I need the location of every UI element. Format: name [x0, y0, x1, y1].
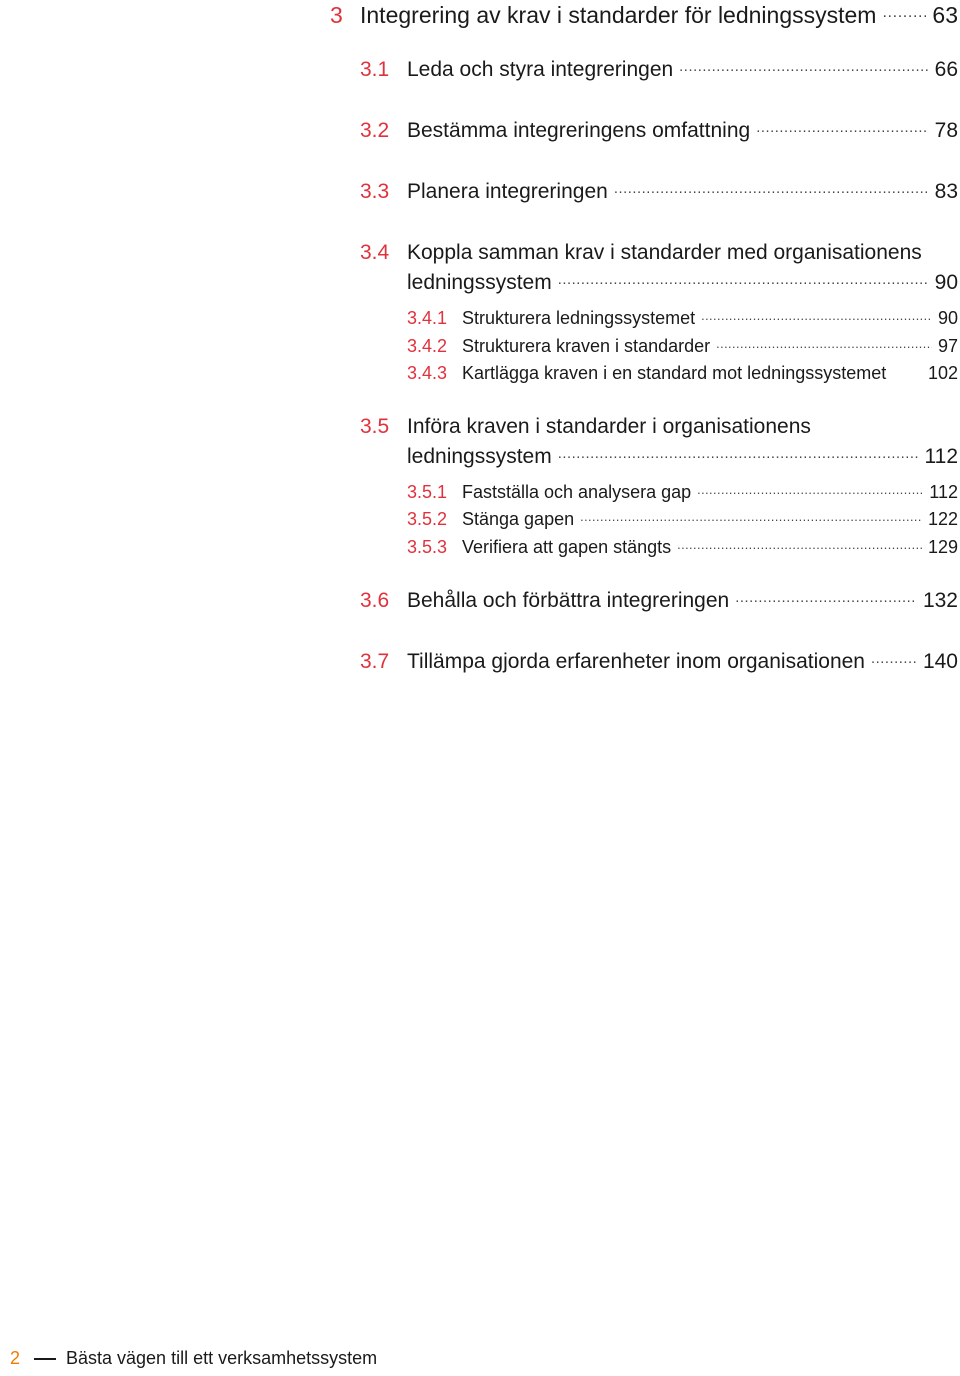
dot-leader	[697, 480, 923, 498]
toc-entry-3-5-3[interactable]	[407, 535, 958, 558]
entry-title: Planera integreringen	[407, 180, 608, 203]
entry-page: 83	[934, 180, 958, 203]
entry-title: Integrering av krav i standarder för ledningssystem	[360, 2, 877, 28]
entry-page: 140	[922, 650, 958, 673]
dot-leader	[871, 647, 917, 668]
entry-number: 3.6	[360, 589, 390, 612]
entry-title: Stänga gapen	[462, 509, 575, 529]
entry-page: 122	[927, 509, 958, 529]
entry-page: 132	[922, 589, 958, 612]
entry-title: Verifiera att gapen stängts	[462, 537, 672, 557]
toc-entry-3-5-continued[interactable]	[407, 442, 958, 469]
entry-number: 3.5.2	[407, 509, 448, 529]
dot-leader	[580, 507, 922, 525]
entry-title-line1: Koppla samman krav i standarder med organisationens	[407, 241, 922, 264]
toc-entry-3-5-1[interactable]	[407, 480, 958, 503]
entry-title: Strukturera kraven i standarder	[462, 336, 711, 356]
entry-page: 102	[927, 363, 958, 383]
entry-number: 3.2	[360, 119, 390, 142]
entry-number: 3.1	[360, 58, 390, 81]
dot-leader	[614, 177, 929, 198]
dot-leader	[756, 116, 928, 137]
entry-page: 112	[924, 445, 958, 468]
toc-entry-3-3[interactable]	[360, 177, 958, 204]
toc-entry-3-1[interactable]	[360, 55, 958, 82]
entry-page: 63	[932, 2, 958, 28]
entry-number: 3.5.3	[407, 537, 448, 557]
entry-title: Leda och styra integreringen	[407, 58, 674, 81]
toc-entry-chapter-3[interactable]	[330, 0, 958, 29]
toc-entry-3-6[interactable]	[360, 586, 958, 613]
dot-leader	[882, 0, 926, 23]
entry-page: 90	[937, 308, 958, 328]
dot-leader	[677, 535, 922, 553]
entry-page: 66	[934, 58, 958, 81]
entry-title-line2: ledningssystem	[407, 271, 552, 294]
toc-entry-3-4[interactable]	[360, 238, 958, 265]
footer-page-number: 2	[10, 1348, 21, 1368]
entry-title-line1: Införa kraven i standarder i organisationens	[407, 415, 811, 438]
entry-number: 3.4	[360, 241, 390, 264]
dot-leader	[701, 306, 932, 324]
entry-number: 3	[330, 2, 343, 28]
dot-leader	[735, 586, 917, 607]
toc-entry-3-7[interactable]	[360, 647, 958, 674]
entry-page: 129	[927, 537, 958, 557]
dot-leader	[558, 268, 929, 289]
entry-title: Fastställa och analysera gap	[462, 482, 692, 502]
toc-entry-3-5[interactable]	[360, 412, 958, 439]
entry-page: 97	[937, 336, 958, 356]
entry-title: Bestämma integreringens omfattning	[407, 119, 751, 142]
entry-number: 3.7	[360, 650, 390, 673]
entry-title: Strukturera ledningssystemet	[462, 308, 696, 328]
entry-number: 3.4.2	[407, 336, 448, 356]
entry-number: 3.4.3	[407, 363, 448, 383]
entry-number: 3.5.1	[407, 482, 448, 502]
entry-number: 3.3	[360, 180, 390, 203]
footer-dash	[34, 1358, 56, 1360]
entry-page: 112	[929, 482, 958, 502]
dot-leader	[716, 334, 932, 352]
toc-entry-3-5-2[interactable]	[407, 507, 958, 530]
toc-entry-3-4-2[interactable]	[407, 334, 958, 357]
footer-book-title: Bästa vägen till ett verksamhetssystem	[66, 1348, 378, 1368]
entry-page: 78	[934, 119, 958, 142]
toc-entry-3-4-1[interactable]	[407, 306, 958, 329]
entry-title: Kartlägga kraven i en standard mot ledningssystemet	[462, 363, 887, 383]
entry-number: 3.5	[360, 415, 390, 438]
entry-title: Tillämpa gjorda erfarenheter inom organisationen	[407, 650, 865, 673]
dot-leader	[679, 55, 928, 76]
page-footer	[10, 1348, 377, 1369]
toc-entry-3-2[interactable]	[360, 116, 958, 143]
toc-entry-3-4-continued[interactable]	[407, 268, 958, 295]
entry-title-line2: ledningssystem	[407, 445, 552, 468]
dot-leader	[558, 442, 919, 463]
toc-entry-3-4-3[interactable]	[407, 361, 958, 384]
entry-number: 3.4.1	[407, 308, 448, 328]
entry-title: Behålla och förbättra integreringen	[407, 589, 730, 612]
entry-page: 90	[934, 271, 958, 294]
